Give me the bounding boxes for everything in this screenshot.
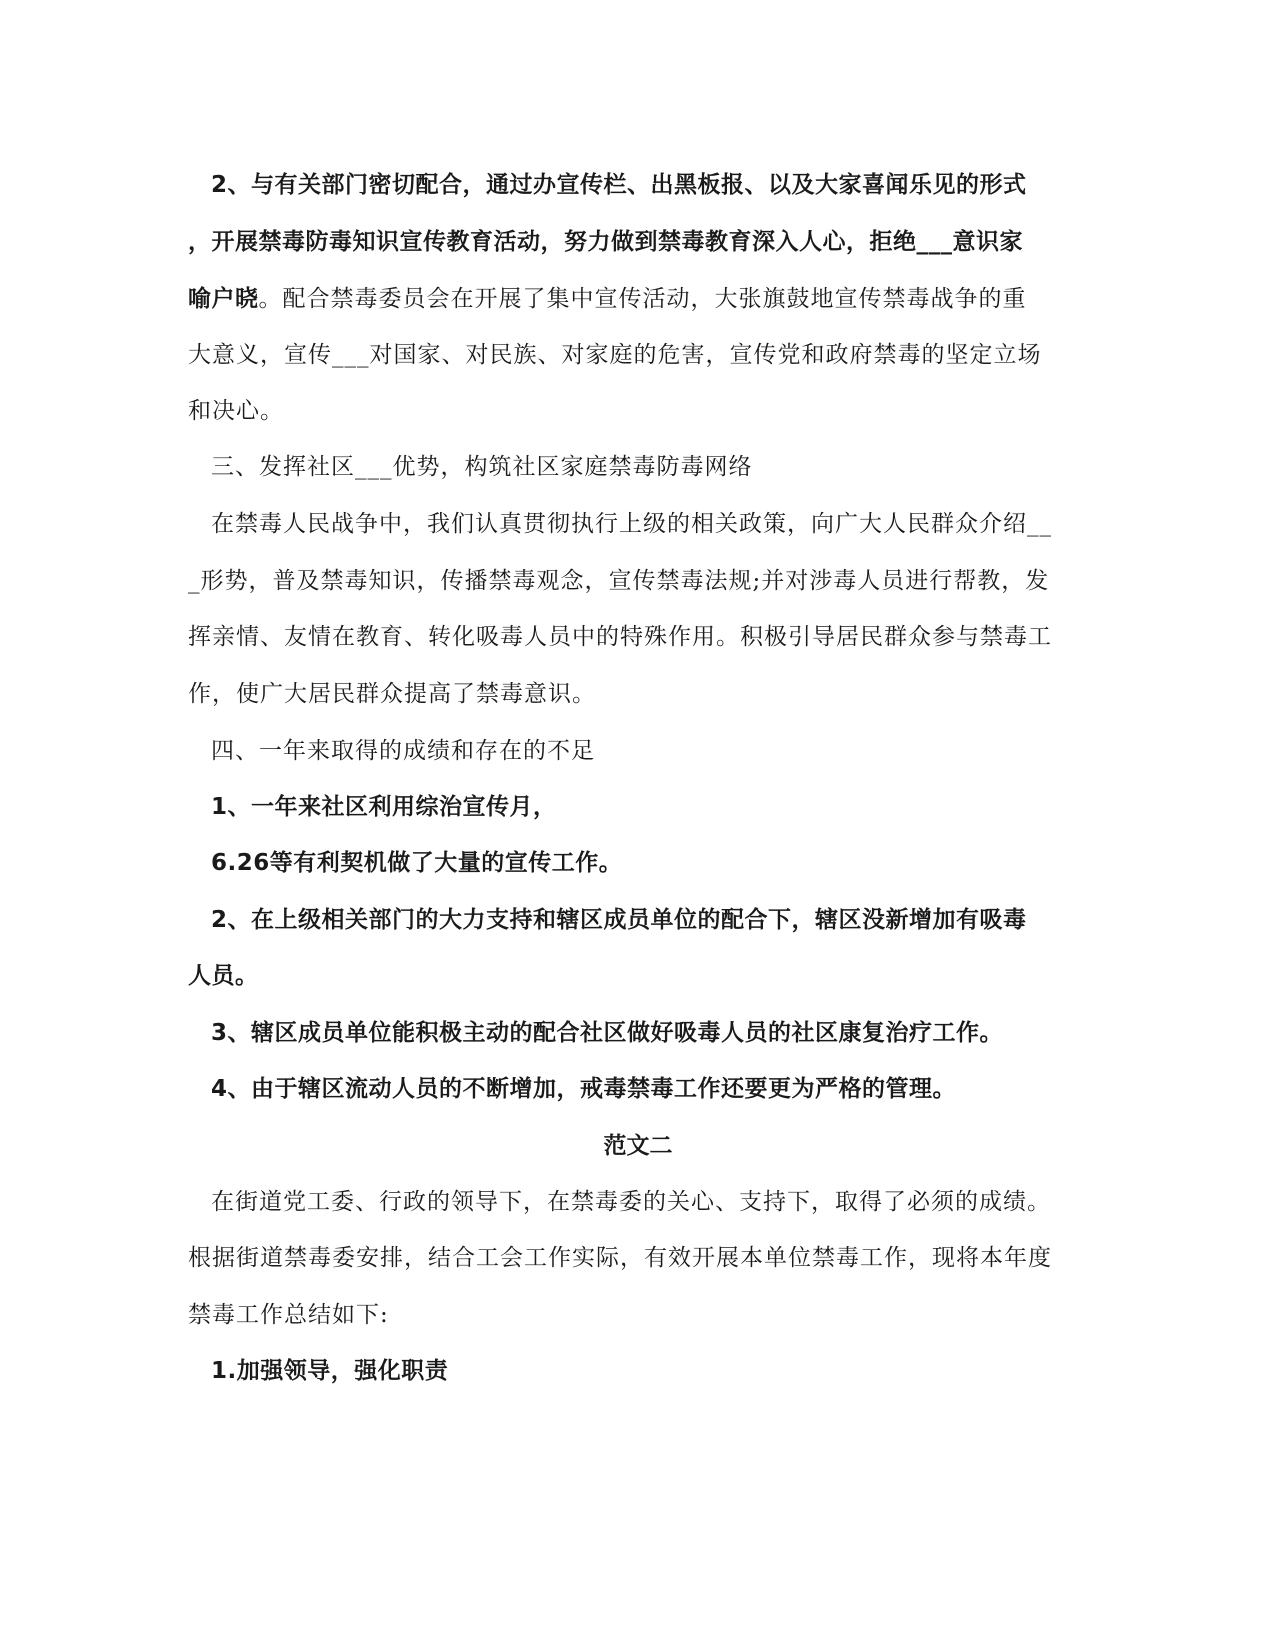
regular-text: 。配合禁毒委员会在开展了集中宣传活动，大张旗鼓地宣传禁毒战争的重 xyxy=(258,286,1027,312)
paragraph-line: 在街道党工委、行政的领导下，在禁毒委的关心、支持下，取得了必须的成绩。 xyxy=(211,1189,1051,1215)
bold-text: 喻户晓 xyxy=(188,286,259,312)
paragraph-line: 在禁毒人民战争中，我们认真贯彻执行上级的相关政策，向广大人民群众介绍__ xyxy=(211,511,1052,537)
paragraph-line xyxy=(188,284,1027,314)
paragraph-line: 和决心。 xyxy=(188,398,284,424)
paragraph-line: 2、与有关部门密切配合，通过办宣传栏、出黑板报、以及大家喜闻乐见的形式 xyxy=(211,172,1027,198)
paragraph-line: 作，使广大居民群众提高了禁毒意识。 xyxy=(188,681,596,707)
paragraph-line: ，开展禁毒防毒知识宣传教育活动，努力做到禁毒教育深入人心，拒绝___意识家 xyxy=(188,229,1023,255)
list-item: 4、由于辖区流动人员的不断增加，戒毒禁毒工作还要更为严格的管理。 xyxy=(211,1076,957,1102)
list-item: 2、在上级相关部门的大力支持和辖区成员单位的配合下，辖区没新增加有吸毒 xyxy=(211,907,1027,933)
subheading: 1.加强领导，强化职责 xyxy=(211,1358,449,1384)
list-item: 1、一年来社区利用综治宣传月， xyxy=(211,794,557,820)
section-heading: 三、发挥社区___优势，构筑社区家庭禁毒防毒网络 xyxy=(211,454,753,480)
paragraph-line: 根据街道禁毒委安排，结合工会工作实际，有效开展本单位禁毒工作，现将本年度 xyxy=(188,1245,1052,1271)
list-item: 6.26等有利契机做了大量的宣传工作。 xyxy=(211,850,623,876)
list-item: 3、辖区成员单位能积极主动的配合社区做好吸毒人员的社区康复治疗工作。 xyxy=(211,1020,1004,1046)
list-item: 人员。 xyxy=(188,963,259,989)
paragraph-line: 禁毒工作总结如下: xyxy=(188,1302,389,1328)
paragraph-line: _形势，普及禁毒知识，传播禁毒观念，宣传禁毒法规;并对涉毒人员进行帮教，发 xyxy=(188,568,1050,594)
section-title: 范文二 xyxy=(603,1133,673,1159)
paragraph-line: 挥亲情、友情在教育、转化吸毒人员中的特殊作用。积极引导居民群众参与禁毒工 xyxy=(188,624,1052,650)
section-heading: 四、一年来取得的成绩和存在的不足 xyxy=(211,738,595,764)
paragraph-line: 大意义，宣传___对国家、对民族、对家庭的危害，宣传党和政府禁毒的坚定立场 xyxy=(188,342,1042,368)
